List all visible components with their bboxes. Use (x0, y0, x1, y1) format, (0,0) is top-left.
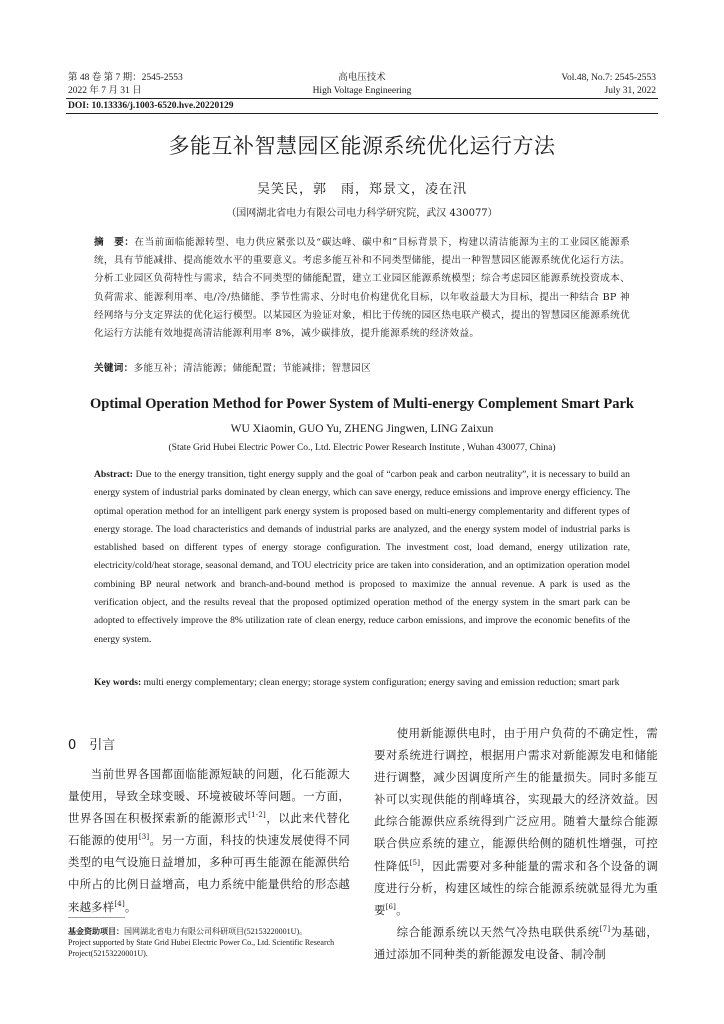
paper-title-en: Optimal Operation Method for Power System of Multi-energy Complement Smart Park (90, 396, 634, 412)
journal-name-en: High Voltage Engineering (312, 86, 412, 96)
journal-date: 2022 年 7 月 31 日 (68, 86, 142, 96)
doi-rule (66, 113, 658, 114)
header-rule (66, 98, 658, 99)
funding-cn: 基金资助项目：国网湖北省电力有限公司科研项目(52153220001U)。 (68, 927, 308, 936)
abstract-cn-label: 摘 要： (94, 237, 135, 248)
affiliation-en: (State Grid Hubei Electric Power Co., Ltd. Electric Power Research Institute , Wuhan 430077, China) (168, 443, 556, 453)
funding-en: Project supported by State Grid Hubei Electric Power Co., Ltd. Scientific Research Project(52153220001U). (68, 938, 335, 958)
citation[interactable]: [7] (599, 925, 611, 934)
abstract-cn-text: 在当前面临能源转型、电力供应紧张以及“碳达峰、碳中和”目标背景下，构建以清洁能源为主的工业园区能源系统，具有节能减排、提高能效水平的重要意义。考虑多能互补和不同类型储能，提出一种智慧园区能源系统优化运行方法。分析工业园区负荷特性与需求，结合不同类型的储能配置，建立工业园区能源系统模型；综合考虑园区能源系统投资成本、负荷需求、能源利用率、电/冷/热储能、季节性需求、分时电价构建优化目标，以年收益最大为目标，提出一种结合 BP 神经网络与分支定界法的优化运行模型。以某园区为验证对象，相比于传统的园区热电联产模式，提出的智慧园区能源系统优化运行方法能有效地提高清洁能源利用率 8%，减少碳排放，提升能源系统的经济效益。 (94, 237, 630, 340)
keywords-cn (94, 360, 630, 378)
section-heading-intro: 0 引言 (68, 738, 116, 753)
intro-right-column (374, 722, 658, 965)
citation[interactable]: [5] (409, 858, 421, 867)
affiliation-cn: （国网湖北省电力有限公司电力科学研究院，武汉 430077） (226, 208, 498, 219)
doi: DOI: 10.13336/j.1003-6520.hve.20220129 (68, 101, 234, 111)
authors-en: WU Xiaomin, GUO Yu, ZHENG Jingwen, LING Zaixun (230, 423, 494, 435)
citation[interactable]: [4] (114, 899, 125, 908)
abstract-en-text: Due to the energy transition, tight energy supply and the goal of “carbon peak and carbon neutrality”, it is necessary to build an energy system of industrial parks dominated by clean energy, which can save energy, reduce emissions and improve energy efficiency. The optimal operation method for an intelligent park energy system is proposed based on multi-energy complementarity and different types of energy storage. The load characteristics and demands of industrial parks are analyzed, and the energy system model of industrial parks is established based on different types of energy storage configuration. The investment cost, load demand, energy utilization rate, electricity/cold/heat storage, seasonal demand, and TOU electricity price are taken into consideration, and an optimization operation model combining BP neural network and branch-and-bound method is proposed to maximize the annual revenue. A park is used as the verification object, and the results reveal that the proposed optimized operation method of the energy system in the smart park can be adopted to effectively improve the 8% utilization rate of clean energy, reduce carbon emissions, and improve the economic benefits of the energy system. (94, 469, 630, 645)
keywords-en (94, 674, 630, 692)
paper-title-cn: 多能互补智慧园区能源系统优化运行方法 (168, 134, 556, 158)
abstract-en-label: Abstract: (94, 469, 133, 480)
intro-left-column (68, 763, 350, 918)
keywords-en-label: Key words: (94, 677, 142, 688)
footnote-rule: ———————— (68, 912, 124, 921)
keywords-cn-label: 关键词： (94, 363, 134, 374)
authors-cn: 吴笑民，郭 雨，郑景文，凌在汛 (256, 182, 467, 197)
journal-volume-issue: 第 48 卷 第 7 期：2545-2553 (68, 73, 183, 83)
keywords-cn-text: 多能互补；清洁能源；储能配置；节能减排；智慧园区 (133, 363, 372, 374)
funding-note (68, 926, 350, 959)
journal-date-en: July 31, 2022 (604, 86, 656, 96)
citation[interactable]: [3] (138, 833, 150, 842)
journal-name-cn: 高电压技术 (338, 73, 386, 83)
keywords-en-text: multi energy complementary; clean energy; storage system configuration; energy saving and emission reduction; smart park (143, 677, 620, 688)
intro-paragraph-2: 使用新能源供电时，由于用户负荷的不确定性，需要对系统进行调控，根据用户需求对新能源发电和储能进行调整，减少因调度所产生的能量损失。同时多能互补可以实现供能的削峰填谷，实现最大的经济效益。因此综合能源供应系统得到广泛应用。随着大量综合能源联合供应系统的建立，能源供给侧的随机性增强，可控性降低[5]，因此需要对多种能量的需求和各个设备的调度进行分析，构建区域性的综合能源系统就显得尤为重要[6]。 (374, 726, 658, 917)
intro-paragraph-1: 当前世界各国都面临能源短缺的问题，化石能源大量使用，导致全球变暖、环境被破坏等问题。一方面，世界各国在积极探索新的能源形式[1-2]，以此来代替化石能源的使用[3]。另一方面，科技的快速发展使得不同类型的电气设施日益增加，多种可再生能源在能源供给中所占的比例日益增高，电力系统中能量供给的形态越来越多样[4]。 (68, 767, 351, 914)
abstract-en (94, 466, 630, 649)
citation[interactable]: [1-2] (248, 811, 266, 820)
intro-paragraph-3: 综合能源系统以天然气冷热电联供系统[7]为基础，通过添加不同种类的新能源发电设备、制冷制 (374, 924, 658, 961)
journal-volume-en: Vol.48, No.7: 2545-2553 (561, 73, 656, 83)
abstract-cn (94, 234, 630, 343)
citation[interactable]: [6] (385, 902, 397, 911)
